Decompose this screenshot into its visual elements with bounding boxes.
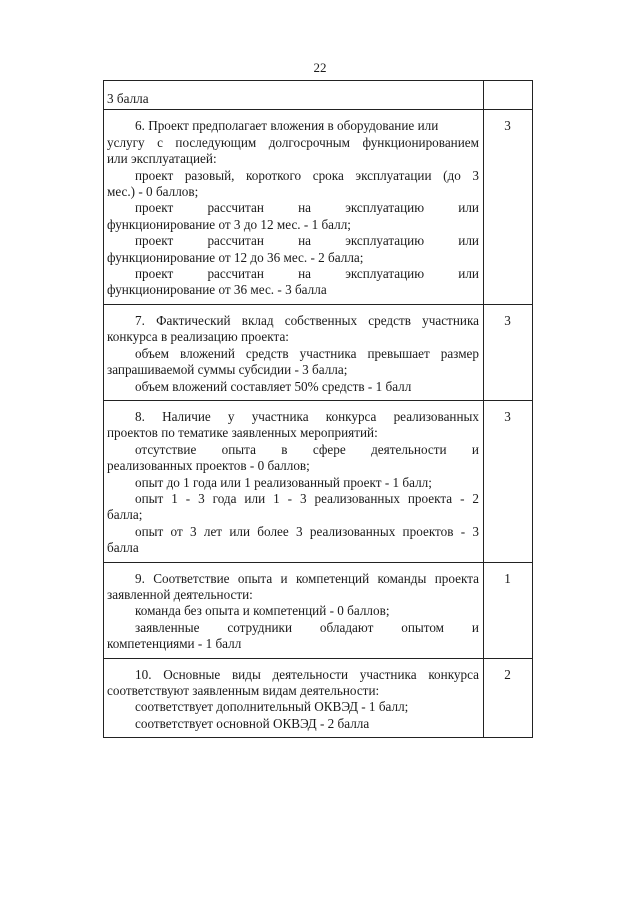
criteria-table-body: [104, 81, 533, 738]
criterion-text-line: функционирование от 3 до 12 мес. - 1 балл;: [107, 216, 351, 232]
criterion-text-line: 9. Соответствие опыта и компетенций команды проекта: [135, 570, 479, 586]
criterion-text-line: компетенциями - 1 балл: [107, 636, 242, 652]
criterion-text-line: 10. Основные виды деятельности участника конкурса: [135, 666, 479, 682]
criterion-text-line: балла: [107, 540, 139, 556]
criterion-text-line: конкурса в реализацию проекта:: [107, 329, 289, 345]
criterion-text-line: отсутствие опыта в сфере деятельности и: [135, 441, 479, 457]
criterion-text-line: соответствуют заявленным видам деятельности:: [107, 683, 380, 698]
criterion-text-line: заявленные сотрудники обладают опытом и: [135, 619, 479, 635]
table-row: [104, 562, 533, 658]
criterion-description: [104, 110, 484, 304]
table-row: [104, 304, 533, 400]
table-row-continuation: [104, 81, 533, 110]
criterion-score: [484, 81, 533, 110]
criterion-text-line: заявленной деятельности:: [107, 586, 253, 602]
criterion-description: 3 балла: [104, 81, 484, 110]
criterion-text-line: соответствует дополнительный ОКВЭД - 1 балл;: [135, 699, 409, 715]
criterion-text-line: проект рассчитан на эксплуатацию или: [135, 200, 479, 216]
criterion-score: 1: [484, 562, 533, 658]
criterion-description: [104, 304, 484, 400]
criterion-text-line: опыт от 3 лет или более 3 реализованных проектов - 3: [135, 523, 479, 539]
criterion-text-line: 7. Фактический вклад собственных средств участника: [135, 312, 479, 328]
table-row: [104, 658, 533, 738]
criterion-description: [104, 400, 484, 562]
criterion-text-line: мес.) - 0 баллов;: [107, 184, 199, 200]
table-row: [104, 400, 533, 562]
criterion-text-line: команда без опыта и компетенций - 0 баллов;: [135, 603, 390, 619]
criterion-text-line: проектов по тематике заявленных мероприятий:: [107, 425, 378, 441]
criterion-description: [104, 562, 484, 658]
criterion-text-line: проект рассчитан на эксплуатацию или: [135, 233, 479, 249]
table-row: [104, 110, 533, 304]
criterion-score: 3: [484, 110, 533, 304]
criterion-text-line: проект разовый, короткого срока эксплуатации (до 3: [135, 167, 479, 183]
criterion-text-line: опыт 1 - 3 года или 1 - 3 реализованных проекта - 2: [135, 490, 479, 506]
criterion-text-line: реализованных проектов - 0 баллов;: [107, 458, 310, 474]
criterion-text-line: объем вложений составляет 50% средств - 1 балл: [135, 378, 412, 394]
criterion-text-line: 8. Наличие у участника конкурса реализованных: [135, 408, 479, 424]
criterion-text-line: 6. Проект предполагает вложения в оборудование или: [135, 118, 439, 134]
criterion-text-line: опыт до 1 года или 1 реализованный проект - 1 балл;: [135, 474, 432, 490]
criterion-text-line: функционирование от 12 до 36 мес. - 2 балла;: [107, 249, 364, 265]
criterion-text-line: или эксплуатацией:: [107, 151, 217, 167]
criterion-score: 3: [484, 304, 533, 400]
criterion-score: 2: [484, 658, 533, 738]
criterion-text-line: запрашиваемой суммы субсидии - 3 балла;: [107, 362, 348, 378]
criterion-score: 3: [484, 400, 533, 562]
criteria-table: [103, 80, 533, 738]
criterion-text-line: балла;: [107, 507, 143, 523]
page-number: 22: [313, 60, 327, 75]
criterion-text-line: проект рассчитан на эксплуатацию или: [135, 266, 479, 282]
criterion-text-line: объем вложений средств участника превышает размер: [135, 345, 479, 361]
criterion-text-line: функционирование от 36 мес. - 3 балла: [107, 282, 327, 298]
criterion-text-line: соответствует основной ОКВЭД - 2 балла: [135, 715, 370, 731]
criterion-description: [104, 658, 484, 738]
criterion-text-line: услугу с последующим долгосрочным функционированием: [107, 134, 479, 150]
